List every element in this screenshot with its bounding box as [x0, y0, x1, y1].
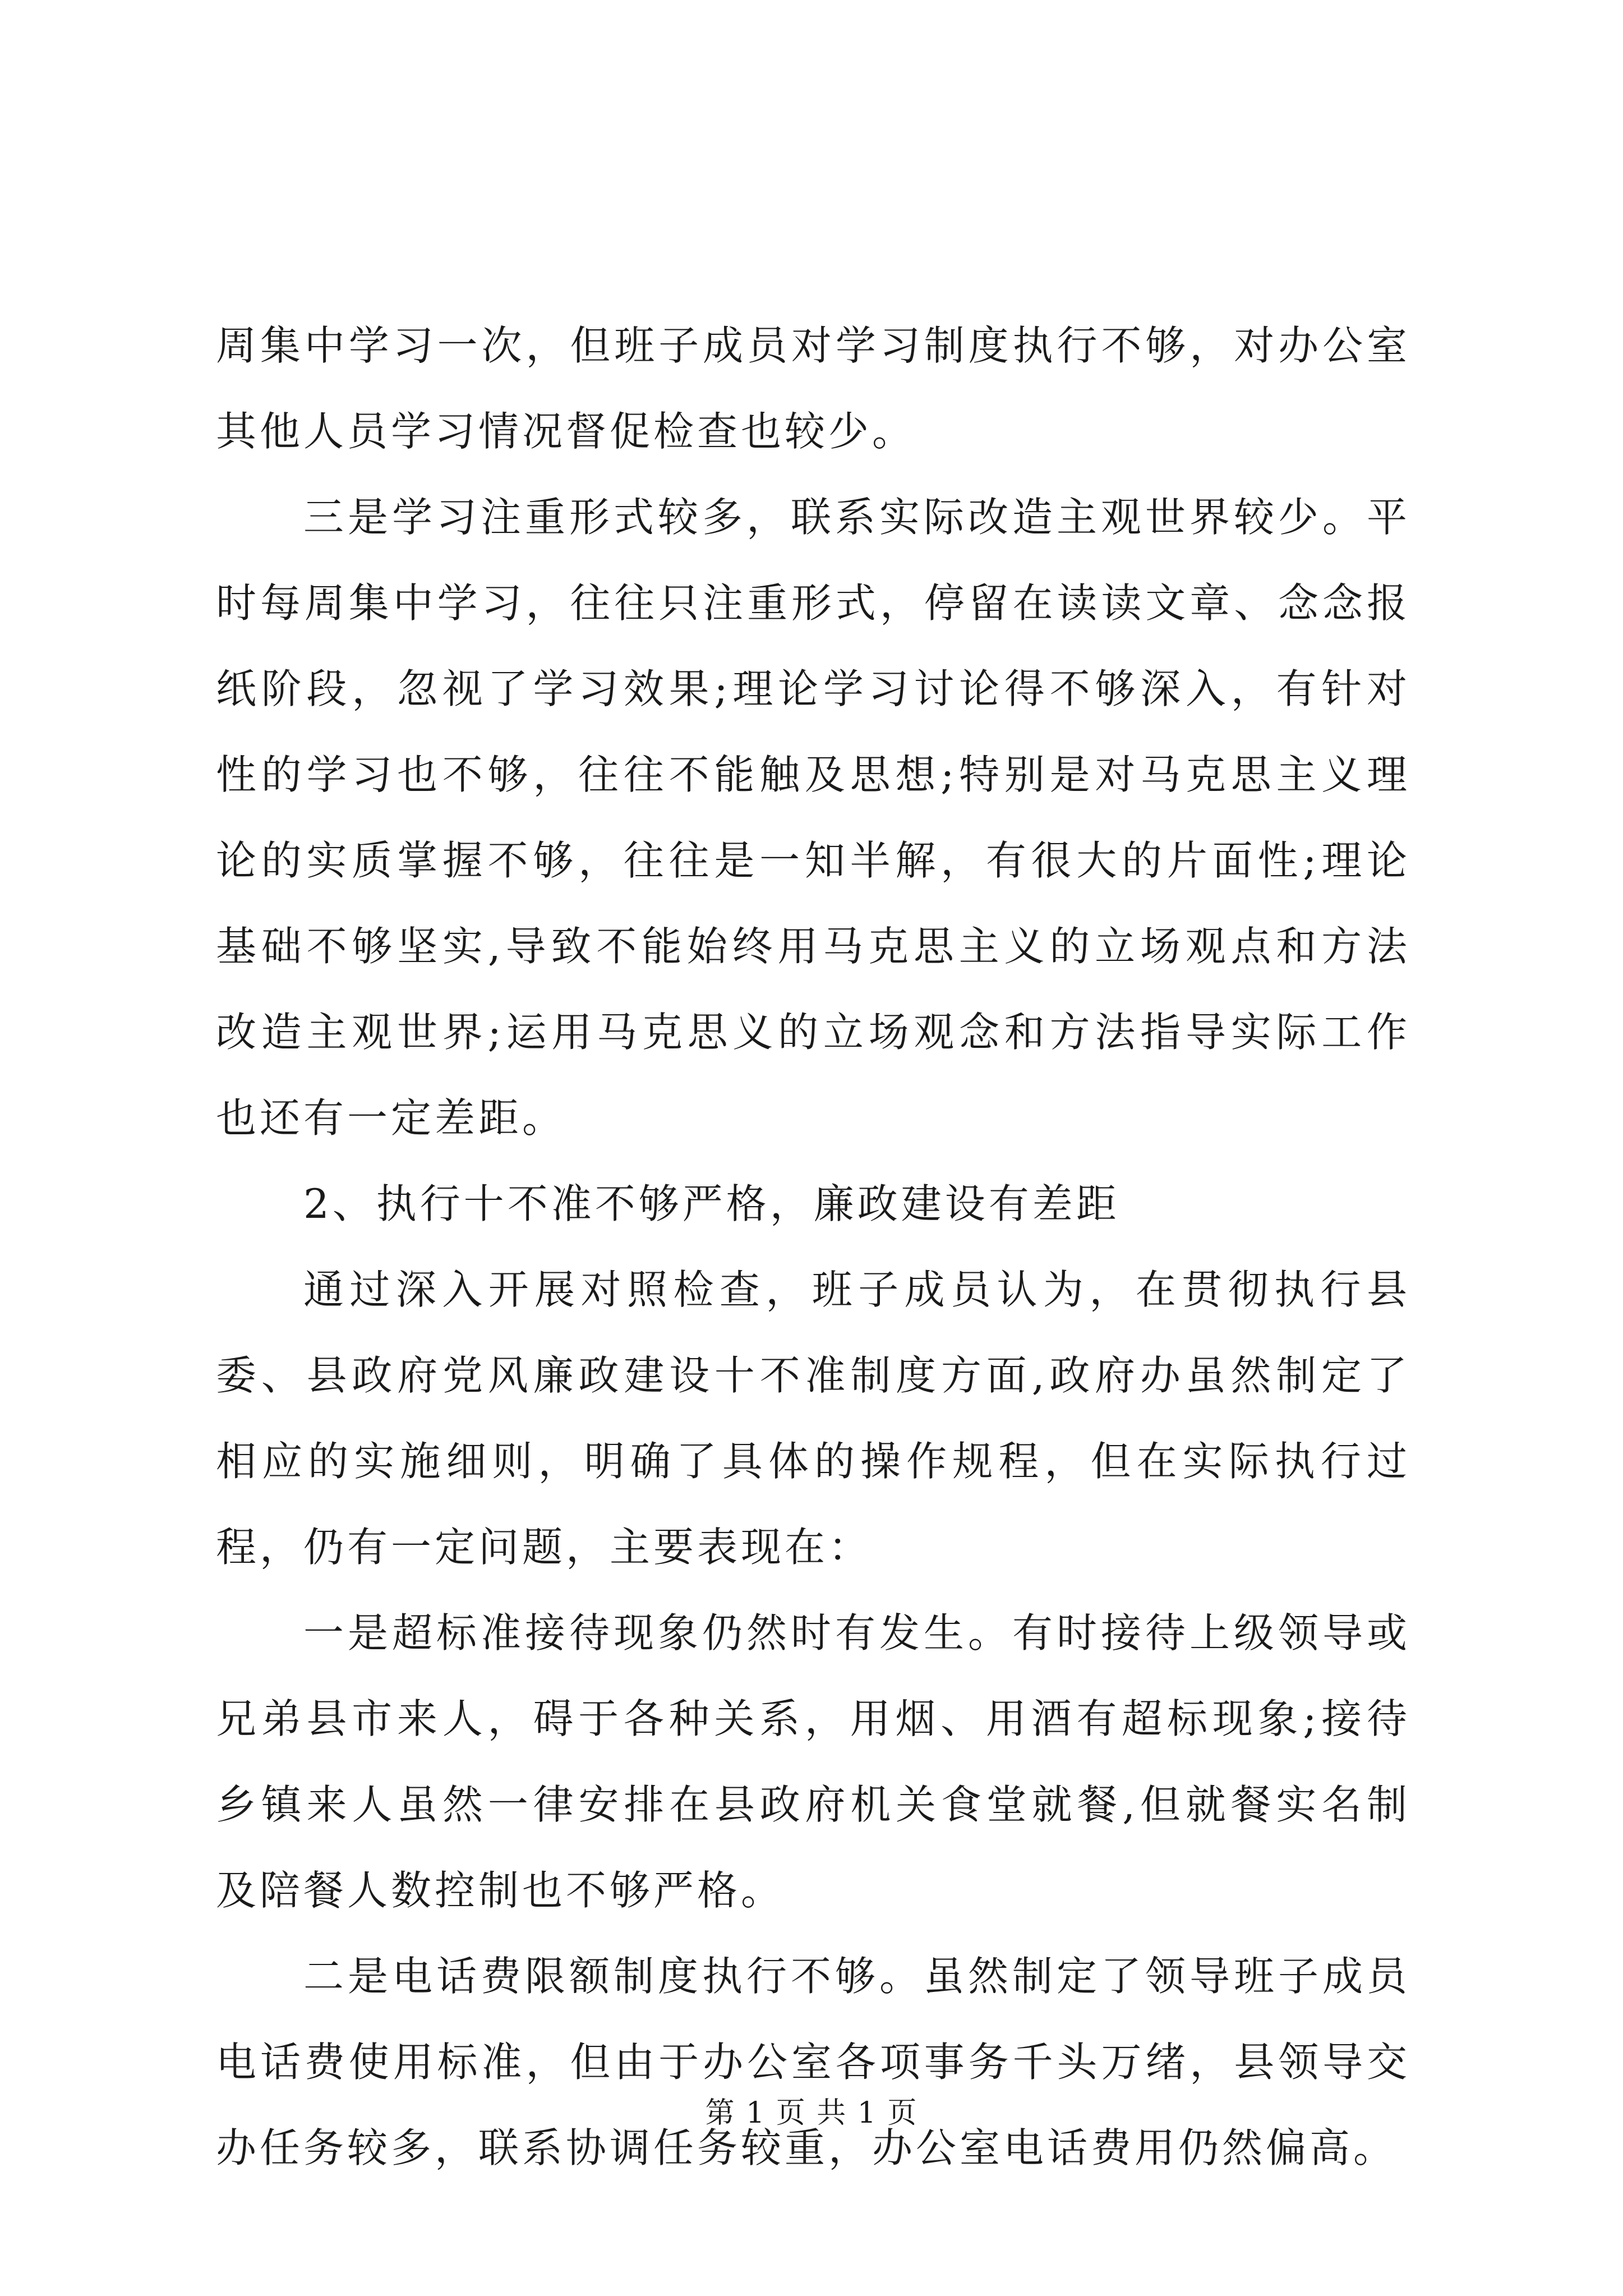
section-heading-integrity: 2、执行十不准不够严格，廉政建设有差距	[303, 1180, 1120, 1227]
paragraph-self-inspection: 通过深入开展对照检查，班子成员认为，在贯彻执行县委、县政府党风廉政建设十不准制度方面,政府办虽然制定了相应的实施细则，明确了具体的操作规程，但在实际执行过程，仍有一定问题，主要表现在：	[216, 1266, 1410, 1571]
paragraph-reception-standards: 一是超标准接待现象仍然时有发生。有时接待上级领导或兄弟县市来人，碍于各种关系，用烟、用酒有超标现象;接待乡镇来人虽然一律安排在县政府机关食堂就餐,但就餐实名制及陪餐人数控制也不够严格。	[216, 1609, 1410, 1914]
page-footer: 第 1 页 共 1 页	[705, 2096, 918, 2130]
paragraph-phone-expenses: 二是电话费限额制度执行不够。虽然制定了领导班子成员电话费使用标准，但由于办公室各项事务千头万绪，县领导交办任务较多，联系协调任务较重，办公室电话费用仍然偏高。	[216, 1953, 1410, 2171]
paragraph-study-frequency: 周集中学习一次，但班子成员对学习制度执行不够，对办公室其他人员学习情况督促检查也较少。	[216, 322, 1410, 455]
paragraph-study-formalism: 三是学习注重形式较多，联系实际改造主观世界较少。平时每周集中学习，往往只注重形式，停留在读读文章、念念报纸阶段，忽视了学习效果;理论学习讨论得不够深入，有针对性的学习也不够，往往不能触及思想;特别是对马克思主义理论的实质掌握不够，往往是一知半解，有很大的片面性;理论基础不够坚实,导致不能始终用马克思主义的立场观点和方法改造主观世界;运用马克思义的立场观念和方法指导实际工作也还有一定差距。	[216, 494, 1410, 1142]
document-body	[216, 303, 1410, 2191]
